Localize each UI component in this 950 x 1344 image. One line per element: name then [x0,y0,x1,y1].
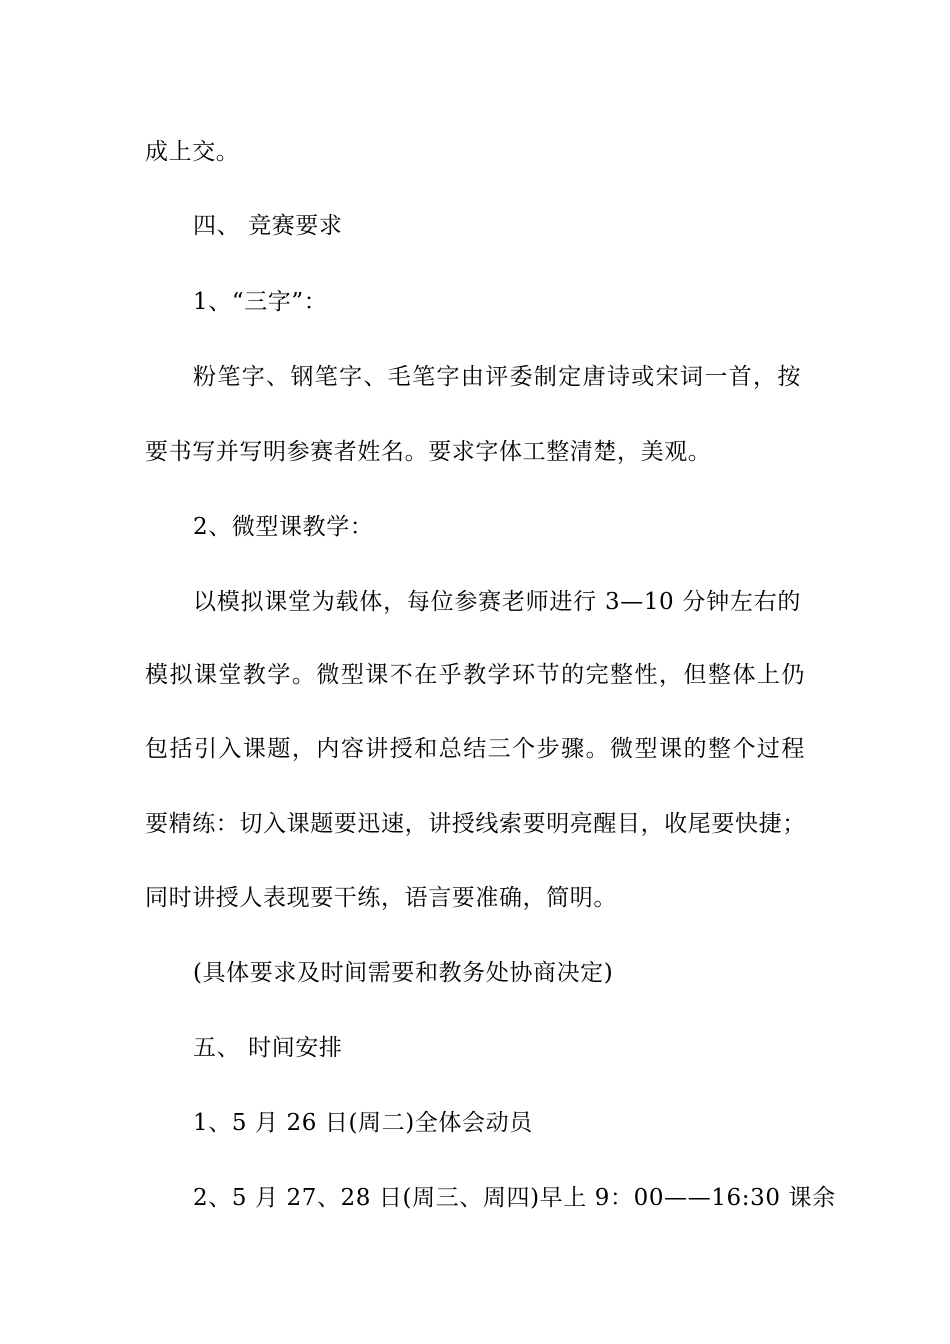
schedule-item: 1、5 月 26 日(周二)全体会动员 [193,1110,533,1136]
note-line: (具体要求及时间需要和教务处协商决定) [193,960,614,986]
section-heading-5: 五、 时间安排 [193,1035,343,1061]
schedule-item: 2、5 月 27、28 日(周三、周四)早上 9：00——16:30 课余 [193,1185,836,1211]
paragraph-line: 包括引入课题，内容讲授和总结三个步骤。微型课的整个过程 [145,736,805,762]
subsection-heading-micro-lesson: 2、微型课教学： [193,514,374,540]
paragraph-line: 以模拟课堂为载体，每位参赛老师进行 3—10 分钟左右的 [193,589,801,615]
section-heading-4: 四、 竞赛要求 [193,213,343,239]
paragraph-line: 同时讲授人表现要干练，语言要准确，简明。 [145,885,617,911]
paragraph-continuation: 成上交。 [145,139,240,165]
paragraph-line: 模拟课堂教学。微型课不在乎教学环节的完整性，但整体上仍 [145,662,805,688]
paragraph-line: 要精练：切入课题要迅速，讲授线索要明亮醒目，收尾要快捷； [145,811,806,837]
paragraph-line: 要书写并写明参赛者姓名。要求字体工整清楚，美观。 [145,439,712,465]
paragraph-line: 粉笔字、钢笔字、毛笔字由评委制定唐诗或宋词一首，按 [193,364,801,390]
subsection-heading-three-characters: 1、“三字”： [193,289,328,315]
